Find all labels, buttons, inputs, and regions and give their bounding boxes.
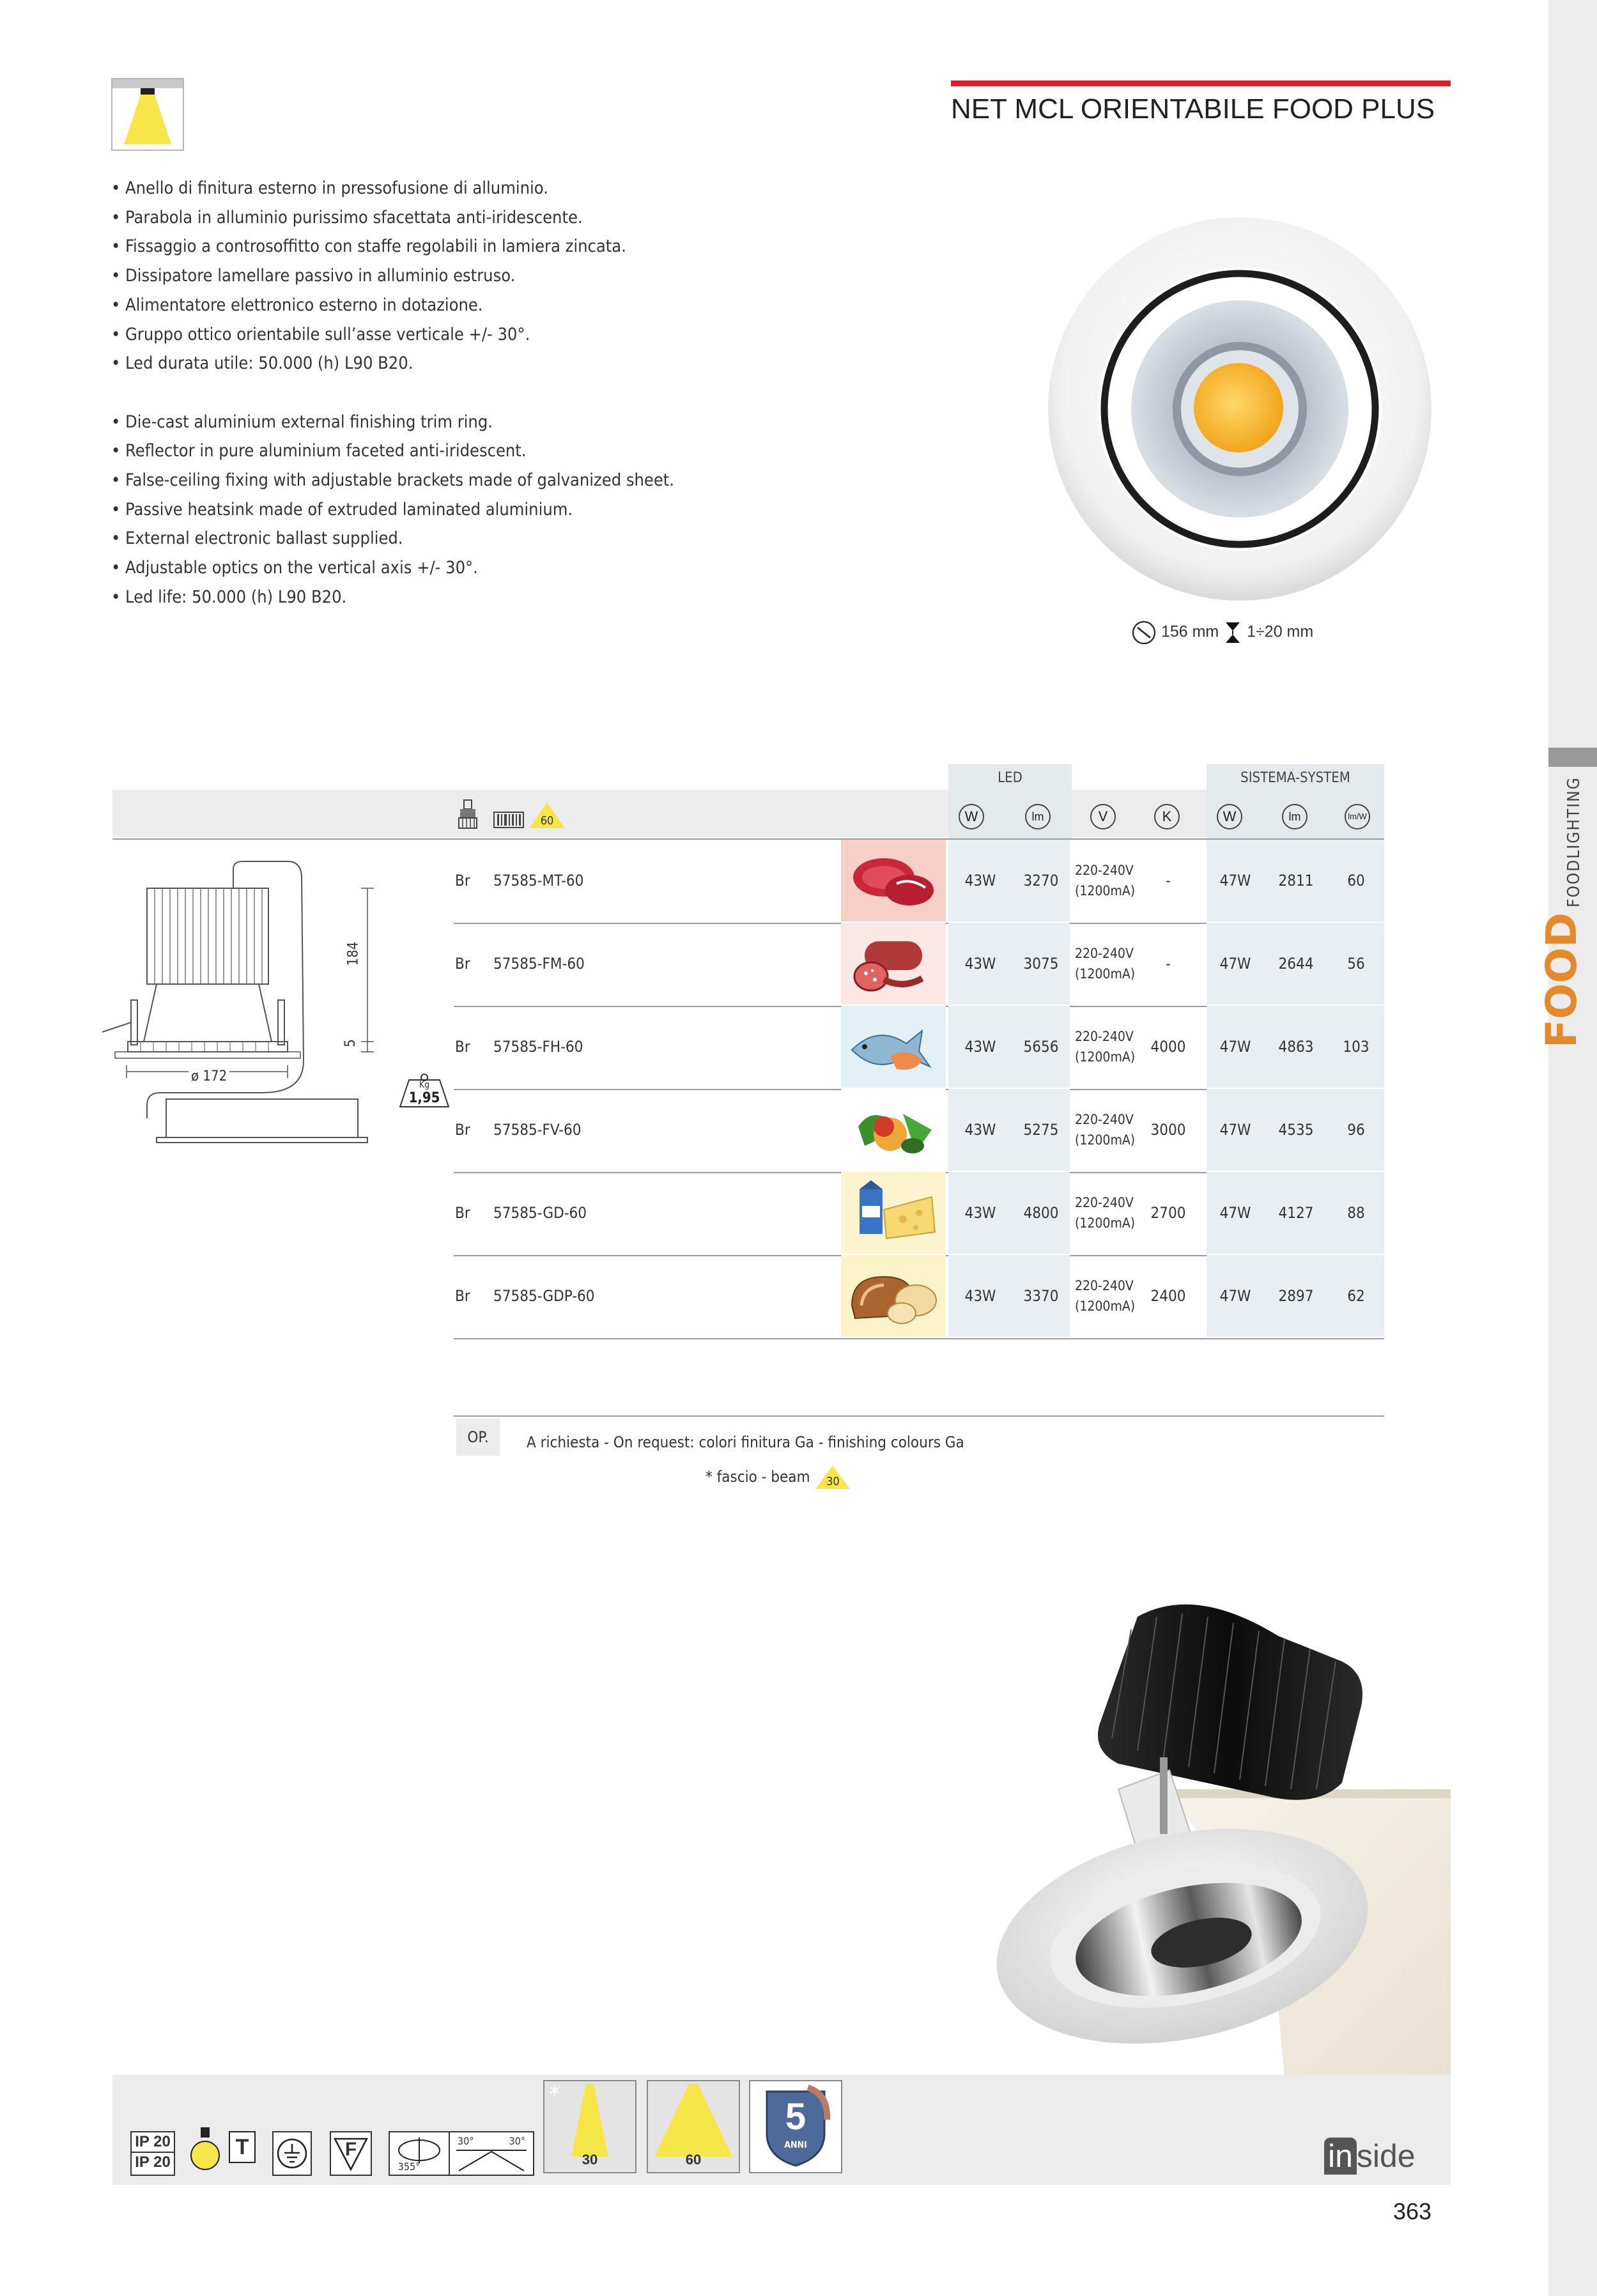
led-lumen-cell: 3270 <box>1023 872 1059 890</box>
kelvin-cell: 3000 <box>1150 1121 1186 1139</box>
led-group-label: LED <box>998 770 1022 786</box>
system-watt-cell: 47W <box>1219 872 1251 890</box>
dim-diameter: ø 172 <box>189 1068 229 1084</box>
voltage-cell <box>1075 1255 1139 1337</box>
led-watt-cell: 43W <box>964 1121 996 1139</box>
voltage-range: 220-240V <box>1075 946 1134 961</box>
system-lumen-cell: 2811 <box>1278 872 1314 890</box>
drive-current: (1200mA) <box>1075 1298 1136 1314</box>
bullet-en: • External electronic ballast supplied. <box>111 528 403 549</box>
ip-rating-1: IP 20 <box>135 2133 171 2150</box>
beam-note <box>706 1465 851 1490</box>
code-cell: 57585-MT-60 <box>493 872 584 890</box>
bullet-en: • Reflector in pure aluminium faceted anti-iridescent. <box>111 441 527 461</box>
efficacy-cell: 60 <box>1347 872 1365 890</box>
voltage-cell <box>1075 1089 1139 1171</box>
system-lumen-cell: 4863 <box>1278 1038 1314 1056</box>
voltage-cell <box>1075 840 1139 921</box>
unit-lumen-icon: lm <box>1025 804 1051 829</box>
system-watt-cell: 47W <box>1219 1038 1251 1056</box>
side-band <box>1548 0 1597 2296</box>
beam-30-label: 30 <box>582 2152 598 2168</box>
feature-list <box>111 174 910 612</box>
voltage-range: 220-240V <box>1075 1278 1134 1293</box>
footer-icon-bar <box>112 2075 1451 2185</box>
voltage-range: 220-240V <box>1075 1029 1134 1044</box>
tilt-icon <box>449 2131 534 2176</box>
finish-brush-icon <box>455 799 481 832</box>
code-cell: 57585-FH-60 <box>493 1038 583 1056</box>
warranty-icon <box>749 2080 842 2173</box>
efficacy-cell: 103 <box>1343 1038 1369 1056</box>
food-logo: FOOD <box>1537 912 1586 1048</box>
led-watt-cell: 43W <box>964 1204 996 1222</box>
bullet-it: • Dissipatore lamellare passivo in alluminio estruso. <box>111 266 516 286</box>
tilt-left-value: 30° <box>458 2135 474 2147</box>
led-watt-cell: 43W <box>964 872 996 890</box>
warranty-number: 5 <box>785 2096 806 2138</box>
rotation-value: 355° <box>397 2161 420 2173</box>
efficacy-cell: 88 <box>1347 1204 1365 1222</box>
ceiling-thickness-icon <box>1223 620 1242 645</box>
tilt-right-value: 30° <box>509 2135 525 2147</box>
led-lumen-cell: 5275 <box>1023 1121 1059 1139</box>
meat-icon <box>841 840 946 921</box>
code-barcode-icon <box>493 812 524 831</box>
table-row <box>454 1089 1384 1173</box>
cutout-icon <box>1131 620 1157 645</box>
f-mark-icon <box>330 2131 372 2176</box>
t-rating-icon: T <box>229 2131 256 2163</box>
bullet-en: • Adjustable optics on the vertical axis +/- 30°. <box>111 558 478 578</box>
system-group-label: SISTEMA-SYSTEM <box>1240 770 1350 786</box>
unit-system-lumen-icon: lm <box>1282 804 1308 829</box>
led-watt-cell: 43W <box>964 955 996 973</box>
table-row <box>454 1255 1384 1339</box>
system-watt-cell: 47W <box>1219 1287 1251 1305</box>
beam-30-value: 30 <box>826 1475 840 1488</box>
unit-kelvin-icon: K <box>1154 804 1180 829</box>
code-cell: 57585-GDP-60 <box>493 1287 595 1305</box>
salami-icon <box>841 923 946 1005</box>
system-watt-cell: 47W <box>1219 955 1251 973</box>
f-mark-label: F <box>344 2139 357 2160</box>
beam-badge <box>528 801 566 829</box>
led-lumen-cell: 3370 <box>1023 1287 1059 1305</box>
led-watt-cell: 43W <box>964 1287 996 1305</box>
system-watt-cell: 47W <box>1219 1204 1251 1222</box>
beam-30-icon <box>543 2080 636 2173</box>
code-cell: 57585-FM-60 <box>493 955 585 973</box>
weight-value: 1,95 <box>408 1090 440 1106</box>
lamp-icon <box>190 2126 220 2175</box>
dairy-icon <box>841 1172 946 1254</box>
code-cell: 57585-FV-60 <box>493 1121 582 1139</box>
inside-logo-rest: side <box>1356 2138 1416 2174</box>
beam-badge-value: 60 <box>540 814 554 828</box>
finish-cell: Br <box>455 1287 470 1305</box>
bullet-it: • Anello di finitura esterno in pressofusione di alluminio. <box>111 178 548 198</box>
ip-rating-2: IP 20 <box>132 2152 174 2172</box>
bullet-en: • False-ceiling fixing with adjustable brackets made of galvanized sheet. <box>111 470 675 491</box>
options-rule <box>454 1415 1384 1417</box>
finish-cell: Br <box>455 1038 470 1056</box>
drive-current: (1200mA) <box>1075 1132 1136 1148</box>
bullet-it: • Fissaggio a controsoffitto con staffe regolabili in lamiera zincata. <box>111 236 626 257</box>
inside-logo <box>1324 2138 1416 2175</box>
title-rule <box>951 81 1451 86</box>
kelvin-cell: 4000 <box>1150 1038 1186 1056</box>
table-row <box>454 923 1384 1007</box>
bullet-it: • Parabola in alluminio purissimo sfacettata anti-iridescente. <box>111 207 583 227</box>
cutout-value: 156 mm <box>1161 622 1219 641</box>
beam-60-icon <box>647 2080 740 2173</box>
code-cell: 57585-GD-60 <box>493 1204 587 1222</box>
system-lumen-cell: 2644 <box>1278 955 1314 973</box>
page-title: NET MCL ORIENTABILE FOOD PLUS <box>951 93 1435 125</box>
kelvin-cell: 2700 <box>1150 1204 1186 1222</box>
efficacy-cell: 96 <box>1347 1121 1365 1139</box>
inside-logo-in: in <box>1324 2138 1357 2175</box>
dim-height: 184 <box>345 941 362 966</box>
dimensions-note <box>1131 620 1313 645</box>
downlight-icon <box>111 78 184 151</box>
technical-drawing <box>96 850 454 1182</box>
led-watt-cell: 43W <box>964 1038 996 1056</box>
weight-icon <box>397 1072 451 1108</box>
ip-rating-icon <box>130 2131 175 2176</box>
voltage-range: 220-240V <box>1075 1195 1134 1210</box>
kelvin-cell: - <box>1166 872 1171 890</box>
bullet-en: • Led life: 50.000 (h) L90 B20. <box>111 587 347 607</box>
drive-current: (1200mA) <box>1075 966 1136 982</box>
bullet-it: • Alimentatore elettronico esterno in dotazione. <box>111 295 483 315</box>
efficacy-cell: 56 <box>1347 955 1365 973</box>
options-label: OP. <box>456 1419 500 1456</box>
bullet-en: • Die-cast aluminium external finishing trim ring. <box>111 412 493 432</box>
fish-icon <box>841 1006 946 1088</box>
voltage-cell <box>1075 923 1139 1005</box>
system-watt-cell: 47W <box>1219 1121 1251 1139</box>
led-lumen-cell: 4800 <box>1023 1204 1059 1222</box>
efficacy-cell: 62 <box>1347 1287 1365 1305</box>
beam-30-badge <box>814 1465 851 1490</box>
led-lumen-cell: 3075 <box>1023 955 1059 973</box>
class-earth-icon <box>272 2131 312 2176</box>
bullet-en: • Passive heatsink made of extruded laminated aluminium. <box>111 499 573 520</box>
warranty-text: ANNI <box>784 2140 807 2150</box>
system-lumen-cell: 4127 <box>1278 1204 1314 1222</box>
unit-watt-icon: W <box>959 804 984 829</box>
beam-60-label: 60 <box>685 2152 702 2168</box>
finish-cell: Br <box>455 1121 470 1139</box>
voltage-cell <box>1075 1172 1139 1254</box>
section-label: FOODLIGHTING <box>1564 776 1584 907</box>
bullet-it: • Gruppo ottico orientabile sull’asse verticale +/- 30°. <box>111 324 530 344</box>
vegetables-icon <box>841 1089 946 1171</box>
drive-current: (1200mA) <box>1075 1215 1136 1231</box>
options-text: A richiesta - On request: colori finitura Ga - finishing colours Ga <box>527 1433 964 1451</box>
beam-30-star: * <box>550 2081 560 2107</box>
ceiling-value: 1÷20 mm <box>1247 622 1314 641</box>
table-row <box>454 840 1384 924</box>
system-lumen-cell: 4535 <box>1278 1121 1314 1139</box>
kelvin-cell: - <box>1166 955 1171 973</box>
table-row <box>454 1172 1384 1256</box>
page-number: 363 <box>1393 2198 1432 2224</box>
voltage-range: 220-240V <box>1075 1112 1134 1127</box>
table-row <box>454 1006 1384 1090</box>
bullet-it: • Led durata utile: 50.000 (h) L90 B20. <box>111 353 413 374</box>
table-header <box>112 790 1384 837</box>
finish-cell: Br <box>455 955 470 973</box>
voltage-range: 220-240V <box>1075 863 1134 878</box>
bread-icon <box>841 1255 946 1337</box>
product-front-photo <box>1022 217 1451 626</box>
system-lumen-cell: 2897 <box>1278 1287 1314 1305</box>
unit-volt-icon: V <box>1090 804 1116 829</box>
product-angled-photo <box>984 1578 1451 2077</box>
weight-unit: Kg <box>419 1080 430 1090</box>
side-tab-marker <box>1548 748 1597 767</box>
drive-current: (1200mA) <box>1075 1049 1136 1065</box>
beam-note-text: * fascio - beam <box>706 1468 810 1486</box>
rotation-icon <box>389 2131 450 2176</box>
unit-efficacy-icon: lm/W <box>1345 804 1370 829</box>
drive-current: (1200mA) <box>1075 883 1136 898</box>
finish-cell: Br <box>455 1204 470 1222</box>
finish-cell: Br <box>455 872 470 890</box>
dim-trim: 5 <box>342 1039 359 1047</box>
unit-system-watt-icon: W <box>1217 804 1242 829</box>
led-lumen-cell: 5656 <box>1023 1038 1059 1056</box>
voltage-cell <box>1075 1006 1139 1088</box>
kelvin-cell: 2400 <box>1150 1287 1186 1305</box>
